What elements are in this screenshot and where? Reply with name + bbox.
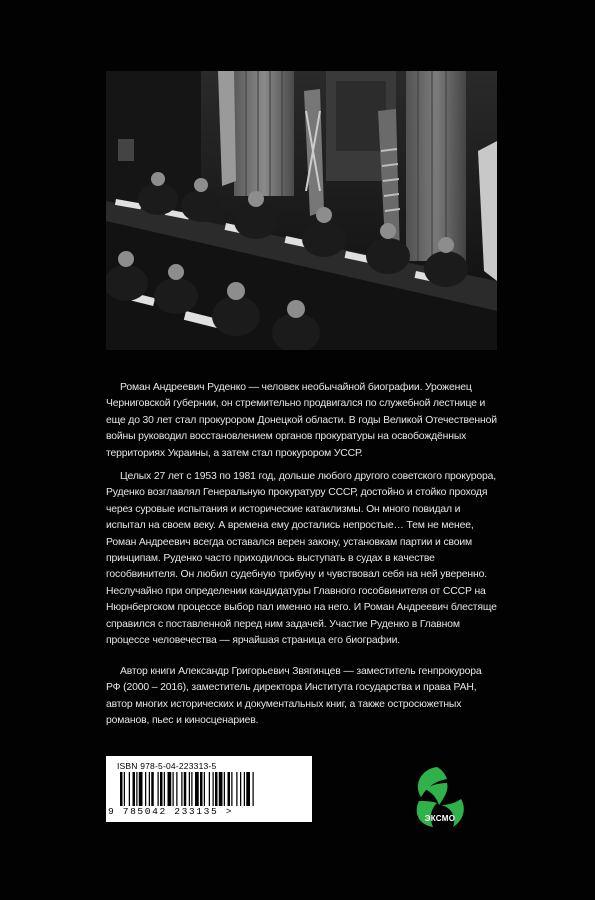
barcode-bar	[224, 772, 225, 806]
barcode-bar	[136, 772, 137, 806]
biography-paragraph-2	[106, 469, 497, 649]
paragraph-text: Целых 27 лет с 1953 по 1981 год, дольше любого другого советского прокурора, Руденко возглавлял Генеральную прокуратуру СССР, достойно и стойко проходя через суровые испытания и исторические катаклизмы. Он много повидал и испытал на своем веку. А времена ему достались непростые… Тем не менее, Роман Андреевич всегда оставался верен закону, установкам партии и своим принципам. Руденко часто приходилось выступать в судах в качестве гособвинителя. Он любил судебную трибуну и чувствовал себя на ней уверенно. Неслучайно при определении кандидатуры Главного гособвинителя от СССР на Нюрнбергском процессе выбор пал именно на него. И Роман Андреевич блестяще справился с поставленной перед ним задачей. Участие Руденко в Главном процессе человечества — ярчайшая страница его биографии.	[106, 471, 497, 647]
biography-paragraph-1	[106, 380, 497, 462]
barcode-bar	[129, 772, 130, 806]
courtroom-photo-illustration	[106, 71, 497, 350]
barcode-bar	[160, 772, 163, 806]
barcode-digits: 9 785042 233135 >	[108, 806, 234, 817]
barcode-bar	[219, 772, 223, 806]
barcode-bar	[246, 772, 250, 806]
barcode-bar	[240, 772, 241, 806]
barcode-bar	[231, 772, 232, 806]
author-paragraph	[106, 664, 497, 730]
barcode-bar	[173, 772, 174, 806]
barcode-bar	[168, 772, 172, 806]
barcode-bar	[133, 772, 136, 806]
barcode-bar	[124, 772, 125, 806]
barcode-bar	[236, 772, 237, 806]
barcode-bar	[253, 772, 254, 806]
paragraph-text: Автор книги Александр Григорьевич Звягинцев — заместитель генпрокурора РФ (2000 – 2016), заместитель директора Института государства и права РАН, автор многих исторических и документальных книг, а также остросюжетных романов, пьес и киносценариев.	[106, 666, 482, 727]
barcode-bar	[120, 772, 123, 806]
paragraph-text: Роман Андреевич Руденко — человек необычайной биографии. Уроженец Черниговской губернии, он стремительно продвигался по служебной лестнице и еще до 30 лет стал прокурором Донецкой области. В годы Великой Отечественной войны руководил восстановлением органов прокуратуры на освобождённых территориях Украины, а затем стал прокурором УССР.	[106, 382, 497, 459]
barcode-bar	[244, 772, 245, 806]
barcode-bar	[200, 772, 203, 806]
publisher-name: ЭКСМО	[424, 814, 456, 823]
barcode-bar	[181, 772, 182, 806]
barcode-bar	[204, 772, 205, 806]
courtroom-photo	[106, 71, 497, 350]
barcode-bar	[164, 772, 165, 806]
barcode-bar	[213, 772, 214, 806]
barcode-bar	[215, 772, 218, 806]
barcode-bar	[149, 772, 150, 806]
barcode-bar	[209, 772, 210, 806]
isbn-label: ISBN 978-5-04-223313-5	[117, 761, 217, 771]
barcode-bar	[191, 772, 192, 806]
isbn-barcode-panel	[106, 756, 312, 822]
barcode-bar	[158, 772, 159, 806]
barcode-bar	[189, 772, 190, 806]
barcode-bar	[151, 772, 154, 806]
barcode-bar	[145, 772, 146, 806]
barcode-bar	[139, 772, 143, 806]
barcode-bar	[195, 772, 199, 806]
barcode-icon	[120, 772, 306, 808]
barcode-bar	[228, 772, 231, 806]
barcode-bar	[184, 772, 187, 806]
barcode-bar	[176, 772, 177, 806]
